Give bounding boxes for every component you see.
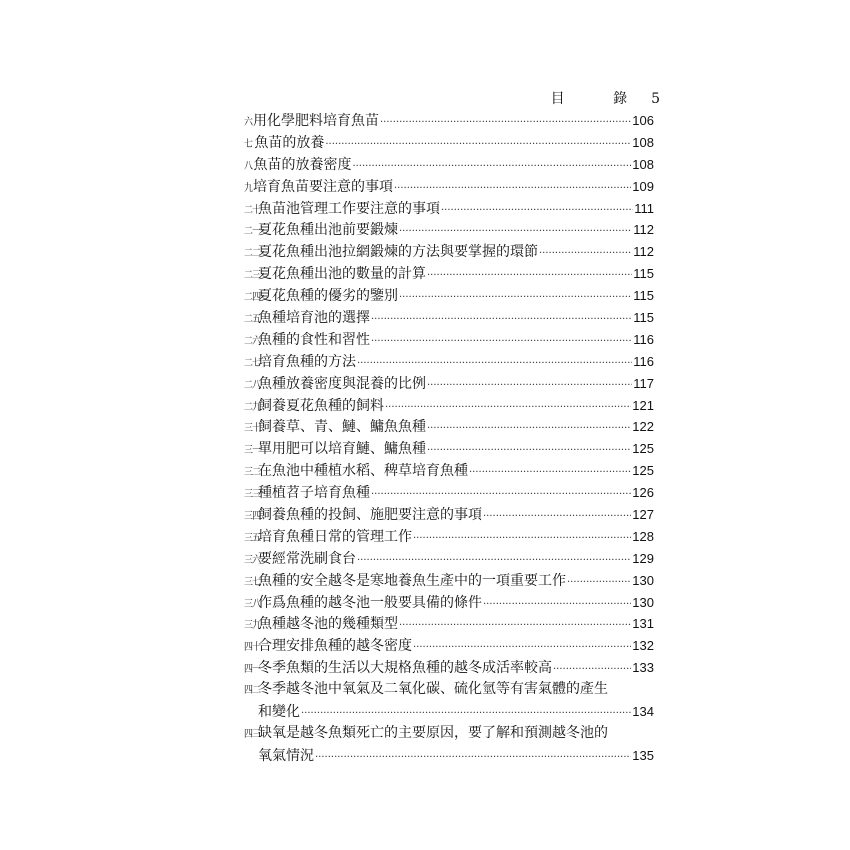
- toc-entry-continuation: [244, 745, 654, 767]
- dot-leader: [413, 637, 631, 659]
- entry-title: 夏花魚種出池的數量的計算: [258, 266, 426, 283]
- entry-title: 夏花魚種的優劣的鑒別: [258, 288, 398, 305]
- entry-page: 115: [633, 288, 654, 304]
- entry-number: 二六: [244, 335, 261, 347]
- entry-number: 三四: [244, 511, 261, 523]
- entry-number: 四三: [244, 728, 261, 740]
- dot-leader: [399, 287, 632, 309]
- toc-entry: [244, 679, 654, 701]
- header-page-number: 5: [651, 91, 660, 107]
- toc-entry: [244, 198, 654, 220]
- dot-leader: [380, 112, 631, 134]
- dot-leader: [357, 353, 632, 375]
- dot-leader: [483, 594, 631, 616]
- entry-number: 三二: [244, 467, 261, 479]
- entry-page: 126: [632, 485, 654, 501]
- entry-number: 三七: [244, 576, 261, 588]
- entry-page: 129: [632, 550, 654, 566]
- entry-page: 130: [632, 572, 654, 588]
- entry-page: 121: [632, 397, 654, 413]
- entry-page: 131: [632, 616, 654, 632]
- toc-entry: [244, 635, 654, 657]
- toc-entry: [244, 373, 654, 395]
- entry-number: 二九: [244, 401, 261, 413]
- dot-leader: [427, 440, 631, 462]
- toc-entry-continuation: [244, 701, 654, 723]
- dot-leader: [371, 331, 632, 353]
- entry-page: 130: [632, 594, 654, 610]
- entry-number: 二五: [244, 314, 261, 326]
- dot-leader: [371, 484, 631, 506]
- entry-page: 115: [633, 266, 654, 282]
- entry-number: 三十: [244, 423, 261, 435]
- entry-title-line2: 氧氣情況: [258, 747, 314, 764]
- entry-page: 109: [632, 178, 654, 194]
- dot-leader: [394, 178, 631, 200]
- toc-entry: [244, 526, 654, 548]
- entry-title: 在魚池中種植水稻、稗草培育魚種: [258, 463, 468, 480]
- entry-title: 培育魚種的方法: [258, 353, 356, 370]
- entry-number: 三一: [244, 445, 261, 457]
- entry-page: 135: [632, 747, 654, 763]
- dot-leader: [315, 747, 631, 769]
- entry-number: 二二: [244, 248, 261, 260]
- dot-leader: [399, 221, 632, 243]
- toc-entry: [244, 504, 654, 526]
- entry-number: 三八: [244, 598, 261, 610]
- entry-number: 三六: [244, 554, 261, 566]
- entry-title: 用化學肥料培育魚苗: [253, 113, 379, 129]
- entry-title: 魚苗池管理工作要注意的事項: [258, 200, 440, 217]
- dot-leader: [301, 703, 631, 725]
- toc-entry: [244, 592, 654, 614]
- toc-entry: [244, 657, 654, 679]
- toc-entry: [244, 613, 654, 635]
- entry-page: 106: [632, 113, 654, 128]
- entry-title: 作爲魚種的越冬池一般要具備的條件: [258, 594, 482, 611]
- toc-entry: [244, 241, 654, 263]
- entry-page: 122: [632, 419, 654, 435]
- toc-entry: [244, 395, 654, 417]
- page-header: [551, 88, 660, 108]
- entry-number: 二八: [244, 379, 261, 391]
- toc-entry: [244, 110, 654, 132]
- entry-page: 132: [632, 638, 654, 654]
- entry-title: 種植苕子培育魚種: [258, 485, 370, 502]
- entry-number: 四二: [244, 685, 261, 697]
- entry-title: 飼養草、青、鰱、鱅魚魚種: [258, 419, 426, 436]
- entry-title: 魚苗的放養密度: [253, 156, 352, 173]
- entry-number: 四十: [244, 642, 261, 654]
- entry-title-line2: 和變化: [258, 704, 300, 721]
- entry-title: 魚種培育池的選擇: [258, 310, 370, 327]
- entry-title: 魚種放養密度與混養的比例: [258, 375, 426, 392]
- entry-title: 魚種的安全越冬是寒地養魚生產中的一項重要工作: [258, 572, 566, 589]
- entry-number: 三九: [244, 620, 261, 632]
- toc-entry: [244, 460, 654, 482]
- entry-number: 二十: [244, 204, 261, 216]
- entry-page: 111: [634, 200, 654, 216]
- entry-page: 112: [633, 222, 654, 238]
- toc-entry: [244, 723, 654, 745]
- entry-number: 二三: [244, 270, 261, 282]
- toc-entry: [244, 351, 654, 373]
- entry-title: 夏花魚種出池拉網鍛煉的方法與要掌握的環節: [258, 244, 538, 261]
- toc-entry: [244, 570, 654, 592]
- dot-leader: [385, 397, 631, 419]
- dot-leader: [352, 156, 631, 178]
- dot-leader: [427, 418, 631, 440]
- entry-title-line1: 冬季越冬池中氧氣及二氧化碳、硫化氫等有害氣體的產生: [258, 681, 608, 698]
- entry-title: 要經常洗刷食台: [258, 550, 356, 567]
- dot-leader: [441, 200, 633, 222]
- dot-leader: [469, 462, 631, 484]
- entry-title: 飼養夏花魚種的飼料: [258, 397, 384, 414]
- entry-title: 魚種越冬池的幾種類型: [258, 616, 398, 633]
- entry-number: 七: [244, 138, 253, 150]
- entry-title: 魚苗的放養: [254, 134, 325, 151]
- toc-entry: [244, 132, 654, 154]
- toc-entry: [244, 307, 654, 329]
- entry-page: 125: [632, 441, 654, 457]
- toc-entry: [244, 416, 654, 438]
- header-title: 目 錄: [550, 91, 650, 107]
- entry-title: 培育魚苗要注意的事項: [253, 178, 393, 195]
- toc-entry: [244, 548, 654, 570]
- entry-number: 二七: [244, 357, 261, 369]
- entry-title: 魚種的食性和習性: [258, 331, 370, 348]
- entry-number: 二四: [244, 292, 261, 304]
- entry-title: 培育魚種日常的管理工作: [258, 528, 412, 545]
- entry-page: 116: [633, 353, 654, 369]
- entry-title: 合理安排魚種的越冬密度: [258, 638, 412, 655]
- entry-title: 單用肥可以培育鰱、鱅魚種: [258, 441, 426, 458]
- toc-entry: [244, 285, 654, 307]
- toc-entry: [244, 154, 654, 176]
- entry-page: 115: [633, 310, 654, 326]
- dot-leader: [413, 528, 631, 550]
- toc-entry: [244, 263, 654, 285]
- entry-page: 127: [632, 507, 654, 523]
- toc-entry: [244, 482, 654, 504]
- entry-title: 飼養魚種的投飼、施肥要注意的事項: [258, 507, 482, 524]
- entry-page: 128: [632, 528, 654, 544]
- entry-page: 116: [633, 331, 654, 347]
- dot-leader: [567, 572, 631, 594]
- entry-page: 112: [633, 244, 654, 260]
- toc-entry: [244, 219, 654, 241]
- entry-page: 133: [632, 660, 654, 676]
- toc-entry: [244, 176, 654, 198]
- entry-number: 三五: [244, 532, 261, 544]
- toc-entry: [244, 329, 654, 351]
- dot-leader: [427, 375, 632, 397]
- entry-number: 六: [244, 117, 253, 128]
- table-of-contents: [244, 110, 654, 767]
- entry-title: 夏花魚種出池前要鍛煉: [258, 222, 398, 239]
- entry-title-line1: 缺氧是越冬魚類死亡的主要原因，要了解和預測越冬池的: [258, 724, 608, 741]
- dot-leader: [357, 550, 631, 572]
- dot-leader: [539, 243, 632, 265]
- entry-page: 125: [632, 463, 654, 479]
- entry-title: 冬季魚類的生活以大規格魚種的越冬成活率較高: [258, 660, 552, 677]
- dot-leader: [553, 659, 631, 681]
- entry-number: 二一: [244, 226, 261, 238]
- dot-leader: [427, 265, 632, 287]
- entry-number: 九: [244, 182, 253, 194]
- entry-page: 134: [632, 704, 654, 720]
- dot-leader: [325, 134, 631, 156]
- entry-page: 108: [632, 134, 654, 150]
- dot-leader: [483, 506, 631, 528]
- entry-page: 108: [632, 156, 654, 172]
- dot-leader: [399, 615, 631, 637]
- entry-number: 三三: [244, 489, 261, 501]
- dot-leader: [371, 309, 632, 331]
- toc-entry: [244, 438, 654, 460]
- entry-number: 四一: [244, 664, 261, 676]
- entry-number: 八: [244, 160, 253, 172]
- entry-page: 117: [633, 375, 654, 391]
